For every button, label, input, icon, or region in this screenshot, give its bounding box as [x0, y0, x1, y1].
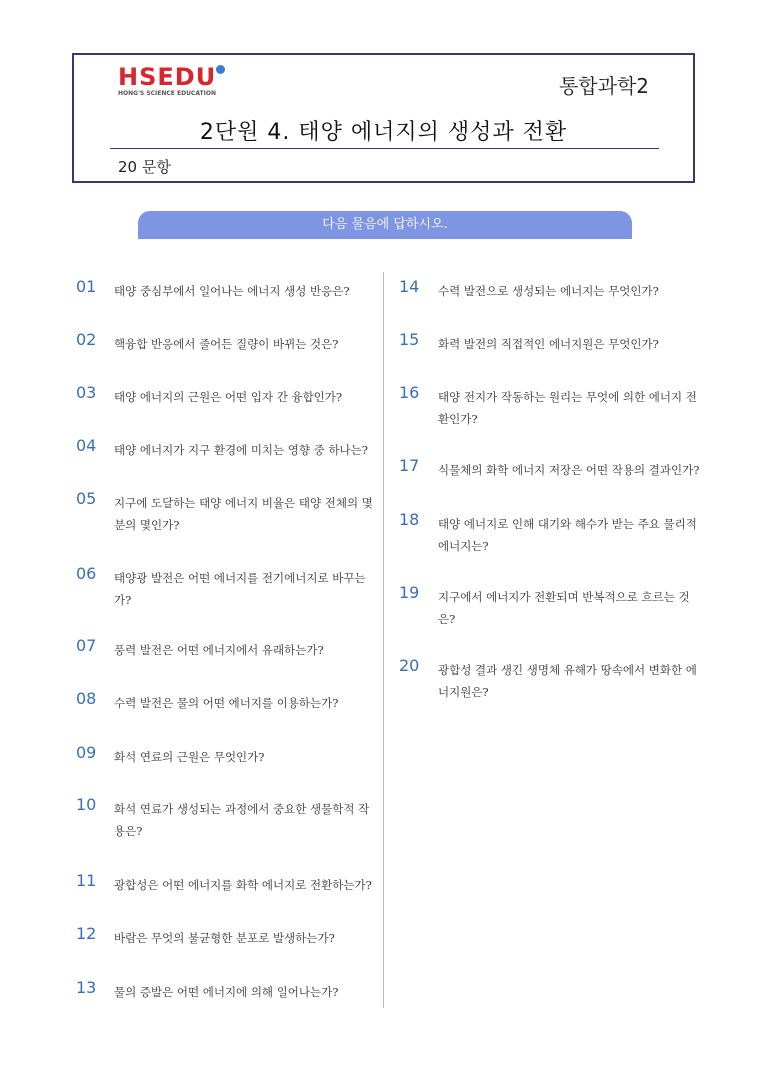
question-text: 수력 발전으로 생성되는 에너지는 무엇인가? [438, 284, 659, 298]
page-title: 2단원 4. 태양 에너지의 생성과 전환 [199, 120, 568, 145]
question-text: 화석 연료의 근원은 무엇인가? [114, 750, 265, 764]
question-text: 광합성은 어떤 에너지를 화학 에너지로 전환하는가? [114, 878, 372, 892]
subject-label: 통합과학2 [558, 74, 649, 98]
logo-dot-icon [216, 65, 225, 74]
question-text: 지구에서 에너지가 전환되며 반복적으로 흐르는 것은? [438, 590, 690, 626]
question-text: 지구에 도달하는 태양 에너지 비율은 태양 전체의 몇 분의 몇인가? [114, 496, 373, 532]
logo-subtitle: HONG'S SCIENCE EDUCATION [118, 90, 216, 97]
hsedu-logo [118, 65, 218, 99]
question-number: 12 [76, 924, 97, 943]
question-text: 풍력 발전은 어떤 에너지에서 유래하는가? [114, 643, 324, 657]
question-number: 19 [399, 583, 420, 602]
question-number: 01 [76, 277, 97, 296]
question-number: 03 [76, 383, 97, 402]
question-number: 09 [76, 743, 97, 762]
question-text: 태양 에너지가 지구 환경에 미치는 영향 중 하나는? [114, 443, 368, 457]
question-count: 20 문항 [118, 158, 171, 176]
question-number: 20 [399, 656, 420, 675]
title-divider [110, 148, 659, 149]
question-text: 태양 에너지의 근원은 어떤 입자 간 융합인가? [114, 390, 343, 404]
question-number: 06 [76, 564, 97, 583]
question-text: 태양 전지가 작동하는 원리는 무엇에 의한 에너지 전환인가? [438, 390, 697, 426]
question-number: 02 [76, 330, 97, 349]
question-number: 13 [76, 978, 97, 997]
question-text: 물의 증발은 어떤 에너지에 의해 일어나는가? [114, 985, 339, 999]
question-number: 08 [76, 689, 97, 708]
question-number: 16 [399, 383, 420, 402]
question-text: 광합성 결과 생긴 생명체 유해가 땅속에서 변화한 에너지원은? [438, 663, 697, 699]
question-number: 10 [76, 795, 97, 814]
question-number: 14 [399, 277, 420, 296]
question-text: 핵융합 반응에서 줄어든 질량이 바뀌는 것은? [114, 337, 339, 351]
question-text: 화력 발전의 직접적인 에너지원은 무엇인가? [438, 337, 659, 351]
column-divider [383, 272, 384, 1008]
question-text: 수력 발전은 물의 어떤 에너지를 이용하는가? [114, 696, 339, 710]
question-text: 태양광 발전은 어떤 에너지를 전기에너지로 바꾸는가? [114, 571, 366, 607]
question-text: 식물체의 화학 에너지 저장은 어떤 작용의 결과인가? [438, 463, 700, 477]
question-number: 11 [76, 871, 97, 890]
question-text: 태양 중심부에서 일어나는 에너지 생성 반응은? [114, 284, 350, 298]
logo-text: HSEDU [118, 63, 217, 91]
instruction-banner: 다음 물음에 답하시오. [138, 211, 632, 239]
question-text: 태양 에너지로 인해 대기와 해수가 받는 주요 물리적 에너지는? [438, 517, 697, 553]
question-text: 바람은 무엇의 불균형한 분포로 발생하는가? [114, 931, 335, 945]
question-number: 07 [76, 636, 97, 655]
question-number: 18 [399, 510, 420, 529]
question-number: 05 [76, 489, 97, 508]
question-text: 화석 연료가 생성되는 과정에서 중요한 생물학적 작용은? [114, 802, 370, 838]
question-number: 17 [399, 456, 420, 475]
question-number: 04 [76, 436, 97, 455]
question-number: 15 [399, 330, 420, 349]
header-box [72, 53, 695, 183]
